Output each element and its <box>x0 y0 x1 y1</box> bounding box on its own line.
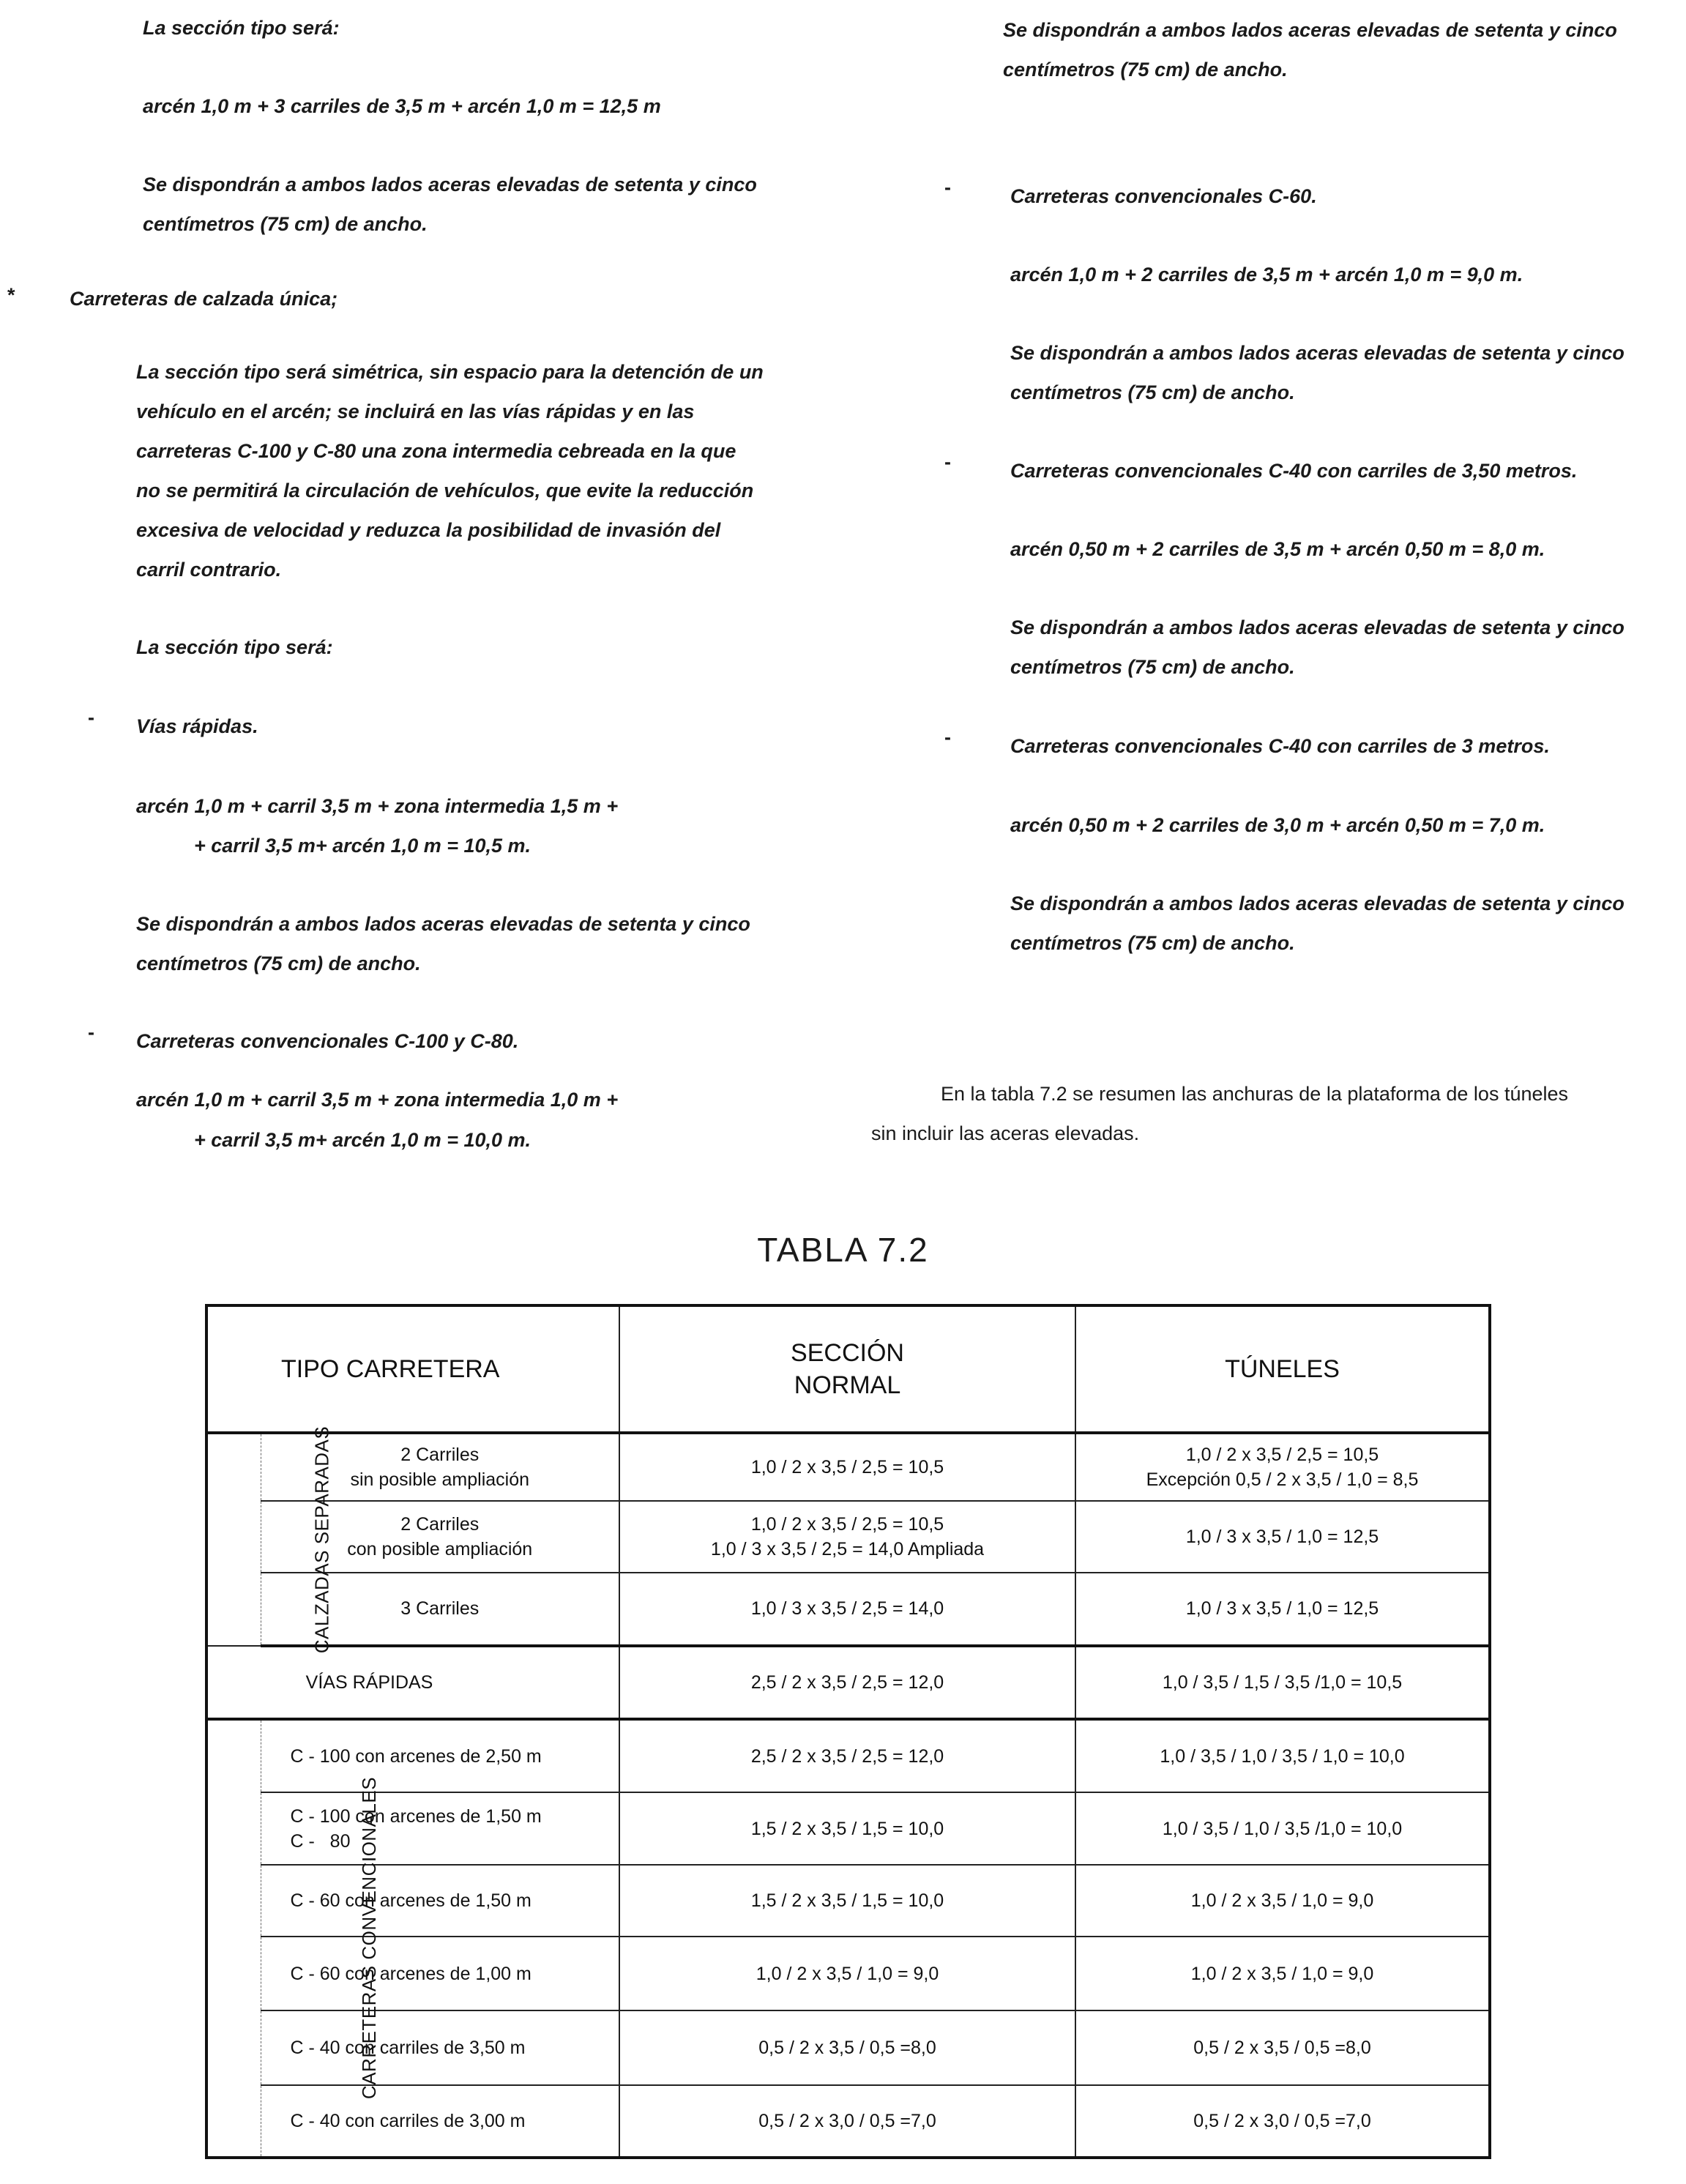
paragraph-line: La sección tipo será simétrica, sin espacio para la detención de un <box>136 361 764 383</box>
section-heading: Carreteras convencionales C-60. <box>1010 185 1317 207</box>
cell-tipo: C - 60 con arcenes de 1,50 m <box>261 1865 619 1937</box>
table-header-row <box>206 1305 1490 1433</box>
cell-line: VÍAS RÁPIDAS <box>305 1671 433 1693</box>
table-title: TABLA 7.2 <box>757 1231 929 1269</box>
cell-tuneles: 1,0 / 2 x 3,5 / 1,0 = 9,0 <box>1075 1937 1490 2010</box>
paragraph: centímetros (75 cm) de ancho. <box>1003 59 1288 81</box>
paragraph-line: carril contrario. <box>136 559 282 581</box>
cell-seccion: 0,5 / 2 x 3,0 / 0,5 =7,0 <box>619 2085 1075 2158</box>
paragraph: Se dispondrán a ambos lados aceras elevadas de setenta y cinco <box>143 174 757 195</box>
paragraph: centímetros (75 cm) de ancho. <box>143 213 428 235</box>
paragraph: centímetros (75 cm) de ancho. <box>136 953 421 974</box>
header-line: NORMAL <box>794 1371 901 1400</box>
cell-seccion: 1,0 / 2 x 3,5 / 2,5 = 10,5 <box>619 1433 1075 1501</box>
cell-line: 2 Carriles <box>400 1514 480 1535</box>
table-row <box>206 1937 1490 2010</box>
cell-tuneles: 1,0 / 3,5 / 1,0 / 3,5 / 1,0 = 10,0 <box>1075 1719 1490 1792</box>
header-tuneles: TÚNELES <box>1075 1305 1490 1433</box>
cell-seccion <box>619 1501 1075 1572</box>
section-heading: Carreteras de calzada única; <box>70 288 338 310</box>
dash-marker: - <box>944 726 951 748</box>
cell-tipo <box>206 1646 619 1719</box>
cell-line: sin posible ampliación <box>350 1469 530 1491</box>
paragraph-line: carreteras C-100 y C-80 una zona intermedia cebreada en la que <box>136 440 736 462</box>
section-heading: Carreteras convencionales C-100 y C-80. <box>136 1030 519 1052</box>
cell-tipo: C - 40 con carriles de 3,50 m <box>261 2010 619 2085</box>
cell-line: 2 Carriles <box>400 1445 480 1466</box>
section-heading: Carreteras convencionales C-40 con carriles de 3 metros. <box>1010 735 1550 757</box>
bullet-marker: * <box>7 284 15 306</box>
table-row <box>206 1792 1490 1865</box>
cell-seccion: 0,5 / 2 x 3,5 / 0,5 =8,0 <box>619 2010 1075 2085</box>
table-row <box>206 2010 1490 2085</box>
summary-paragraph: sin incluir las aceras elevadas. <box>871 1122 1140 1144</box>
cell-tipo: 3 Carriles <box>261 1573 619 1646</box>
cell-tipo: C - 40 con carriles de 3,00 m <box>261 2085 619 2158</box>
paragraph: La sección tipo será: <box>143 17 340 39</box>
table-row <box>206 1501 1490 1572</box>
dash-marker: - <box>944 176 951 198</box>
cell-seccion: 1,0 / 2 x 3,5 / 1,0 = 9,0 <box>619 1937 1075 2010</box>
table-row <box>206 1646 1490 1719</box>
cell-seccion: 1,5 / 2 x 3,5 / 1,5 = 10,0 <box>619 1865 1075 1937</box>
paragraph: centímetros (75 cm) de ancho. <box>1010 381 1295 403</box>
section-heading: Vías rápidas. <box>136 715 258 737</box>
section-heading: Carreteras convencionales C-40 con carriles de 3,50 metros. <box>1010 460 1578 482</box>
group-label-calzadas-separadas <box>206 1425 333 1653</box>
table-row <box>206 2085 1490 2158</box>
paragraph: Se dispondrán a ambos lados aceras elevadas de setenta y cinco <box>136 913 750 935</box>
cell-tuneles: 0,5 / 2 x 3,0 / 0,5 =7,0 <box>1075 2085 1490 2158</box>
table-row <box>206 1719 1490 1792</box>
table-7-2 <box>205 1304 1491 2159</box>
formula: arcén 1,0 m + 2 carriles de 3,5 m + arcén 1,0 m = 9,0 m. <box>1010 264 1523 286</box>
summary-paragraph: En la tabla 7.2 se resumen las anchuras de la plataforma de los túneles <box>941 1083 1569 1105</box>
cell-tipo <box>261 1792 619 1865</box>
formula: arcén 1,0 m + carril 3,5 m + zona intermedia 1,5 m + <box>136 795 619 817</box>
paragraph-block <box>136 352 764 589</box>
cell-tuneles: 1,0 / 3,5 / 1,5 / 3,5 /1,0 = 10,5 <box>1075 1646 1490 1719</box>
formula: arcén 0,50 m + 2 carriles de 3,0 m + arcén 0,50 m = 7,0 m. <box>1010 814 1545 836</box>
cell-tuneles: 1,0 / 2 x 3,5 / 1,0 = 9,0 <box>1075 1865 1490 1937</box>
cell-tipo: C - 60 con arcenes de 1,00 m <box>261 1937 619 2010</box>
paragraph: Se dispondrán a ambos lados aceras elevadas de setenta y cinco <box>1010 342 1625 364</box>
cell-line: con posible ampliación <box>347 1539 533 1560</box>
header-seccion-normal <box>619 1305 1075 1433</box>
dash-marker: - <box>944 451 951 473</box>
group-label-text: CARRETERAS CONVENCIONALES <box>358 1776 381 2100</box>
cell-seccion: 2,5 / 2 x 3,5 / 2,5 = 12,0 <box>619 1646 1075 1719</box>
paragraph: La sección tipo será: <box>136 636 333 658</box>
formula: arcén 1,0 m + 3 carriles de 3,5 m + arcén 1,0 m = 12,5 m <box>143 95 661 117</box>
paragraph: centímetros (75 cm) de ancho. <box>1010 932 1295 954</box>
cell-line: C - 80 <box>290 1830 351 1852</box>
cell-seccion: 1,5 / 2 x 3,5 / 1,5 = 10,0 <box>619 1792 1075 1865</box>
formula: arcén 1,0 m + carril 3,5 m + zona intermedia 1,0 m + <box>136 1089 619 1111</box>
cell-tuneles: 1,0 / 3 x 3,5 / 1,0 = 12,5 <box>1075 1501 1490 1572</box>
paragraph: Se dispondrán a ambos lados aceras elevadas de setenta y cinco <box>1010 892 1625 914</box>
paragraph-line: no se permitirá la circulación de vehículos, que evite la reducción <box>136 480 754 502</box>
table-row <box>206 1433 1490 1501</box>
header-line: SECCIÓN <box>791 1339 904 1368</box>
paragraph-line: excesiva de velocidad y reduzca la posibilidad de invasión del <box>136 519 721 541</box>
cell-tuneles <box>1075 1433 1490 1501</box>
paragraph: Se dispondrán a ambos lados aceras elevadas de setenta y cinco <box>1010 616 1625 638</box>
paragraph: centímetros (75 cm) de ancho. <box>1010 656 1295 678</box>
table-row <box>206 1573 1490 1646</box>
formula: + carril 3,5 m+ arcén 1,0 m = 10,0 m. <box>194 1129 531 1151</box>
cell-line: 1,0 / 3 x 3,5 / 2,5 = 14,0 Ampliada <box>710 1539 985 1560</box>
paragraph: Se dispondrán a ambos lados aceras elevadas de setenta y cinco <box>1003 19 1617 41</box>
cell-line: Excepción 0,5 / 2 x 3,5 / 1,0 = 8,5 <box>1146 1469 1419 1491</box>
cell-tuneles: 1,0 / 3,5 / 1,0 / 3,5 /1,0 = 10,0 <box>1075 1792 1490 1865</box>
formula: + carril 3,5 m+ arcén 1,0 m = 10,5 m. <box>194 835 531 857</box>
dash-marker: - <box>88 1021 94 1043</box>
table-row <box>206 1865 1490 1937</box>
cell-line: 1,0 / 2 x 3,5 / 2,5 = 10,5 <box>750 1514 944 1535</box>
cell-seccion: 2,5 / 2 x 3,5 / 2,5 = 12,0 <box>619 1719 1075 1792</box>
group-label-text: CALZADAS SEPARADAS <box>310 1425 333 1653</box>
cell-tuneles: 0,5 / 2 x 3,5 / 0,5 =8,0 <box>1075 2010 1490 2085</box>
header-tipo-carretera: TIPO CARRETERA <box>206 1305 619 1433</box>
cell-line: C - 100 con arcenes de 1,50 m <box>290 1805 542 1827</box>
cell-line: 1,0 / 2 x 3,5 / 2,5 = 10,5 <box>1185 1445 1379 1466</box>
dash-marker: - <box>88 707 94 728</box>
paragraph-line: vehículo en el arcén; se incluirá en las vías rápidas y en las <box>136 400 695 422</box>
cell-seccion: 1,0 / 3 x 3,5 / 2,5 = 14,0 <box>619 1573 1075 1646</box>
formula: arcén 0,50 m + 2 carriles de 3,5 m + arcén 0,50 m = 8,0 m. <box>1010 538 1545 560</box>
cell-tipo: C - 100 con arcenes de 2,50 m <box>261 1719 619 1792</box>
cell-tuneles: 1,0 / 3 x 3,5 / 1,0 = 12,5 <box>1075 1573 1490 1646</box>
